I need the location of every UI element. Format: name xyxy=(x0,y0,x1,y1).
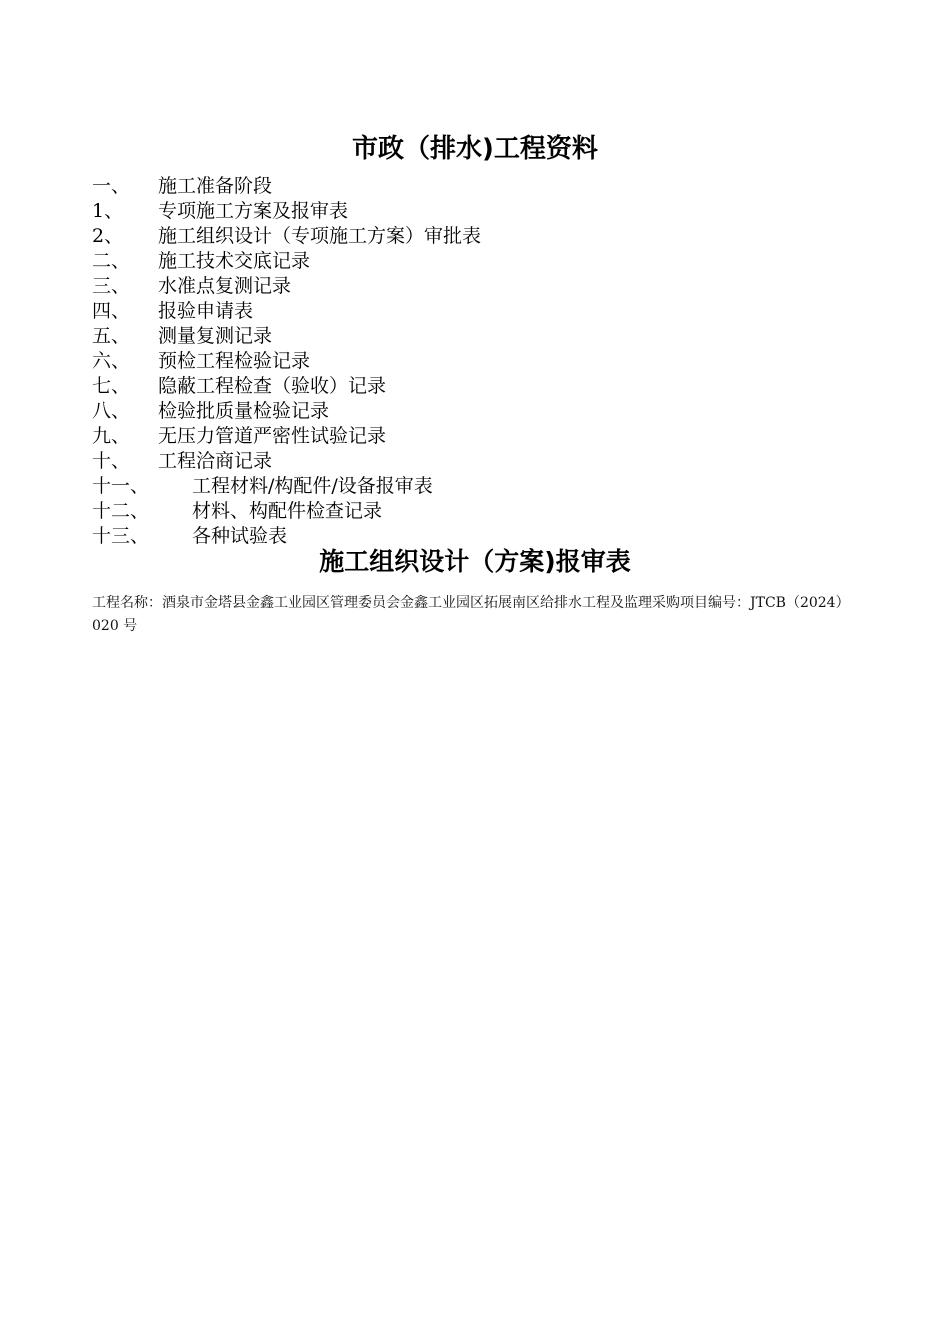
toc-item xyxy=(92,399,872,424)
toc-item-text: 预检工程检验记录 xyxy=(158,350,311,372)
toc-item-text: 施工技术交底记录 xyxy=(158,250,311,272)
toc-item-text: 检验批质量检验记录 xyxy=(158,400,330,422)
toc-item xyxy=(92,224,872,249)
toc-item-number: 2、 xyxy=(92,225,124,247)
toc-item xyxy=(92,499,872,524)
toc-item-text: 工程材料/构配件/设备报审表 xyxy=(192,475,433,497)
toc-item-number: 二、 xyxy=(92,250,131,272)
toc-item-text: 无压力管道严密性试验记录 xyxy=(158,425,387,447)
toc-item-text: 隐蔽工程检查（验收）记录 xyxy=(158,375,387,397)
toc-item-number: 三、 xyxy=(92,275,131,297)
toc-item-number: 1、 xyxy=(92,200,124,222)
toc-item-text: 报验申请表 xyxy=(158,300,254,322)
toc-item-number: 六、 xyxy=(92,350,131,372)
toc-item xyxy=(92,174,872,199)
toc-item-number: 十二、 xyxy=(92,500,150,522)
toc-item xyxy=(92,274,872,299)
toc-item-text: 工程洽商记录 xyxy=(158,450,273,472)
toc-item xyxy=(92,349,872,374)
toc-item xyxy=(92,324,872,349)
toc-item-text: 专项施工方案及报审表 xyxy=(158,200,349,222)
toc-item xyxy=(92,249,872,274)
form-title: 施工组织设计（方案)报审表 xyxy=(319,547,631,576)
toc-item-number: 一、 xyxy=(92,175,131,197)
toc-item xyxy=(92,374,872,399)
toc-item-number: 十三、 xyxy=(92,525,150,547)
toc-item-text: 测量复测记录 xyxy=(158,325,273,347)
toc-item-number: 十一、 xyxy=(92,475,150,497)
toc-item-number: 七、 xyxy=(92,375,131,397)
toc-item-number: 八、 xyxy=(92,400,131,422)
toc-item xyxy=(92,299,872,324)
toc-item-number: 十、 xyxy=(92,450,131,472)
table-of-contents xyxy=(92,174,872,549)
toc-item-text: 水准点复测记录 xyxy=(158,275,292,297)
toc-item-number: 五、 xyxy=(92,325,131,347)
toc-item xyxy=(92,424,872,449)
toc-item xyxy=(92,199,872,224)
toc-item-number: 四、 xyxy=(92,300,131,322)
document-title: 市政（排水)工程资料 xyxy=(352,134,598,164)
project-info: 工程名称：酒泉市金塔县金鑫工业园区管理委员会金鑫工业园区拓展南区给排水工程及监理采购项目编号：JTCB（2024）020 号 xyxy=(92,595,850,634)
toc-item-text: 材料、构配件检查记录 xyxy=(192,500,383,522)
toc-item xyxy=(92,474,872,499)
toc-item-number: 九、 xyxy=(92,425,131,447)
toc-item-text: 施工准备阶段 xyxy=(158,175,273,197)
toc-item-text: 各种试验表 xyxy=(192,525,288,547)
toc-item-text: 施工组织设计（专项施工方案）审批表 xyxy=(158,225,482,247)
toc-item xyxy=(92,449,872,474)
